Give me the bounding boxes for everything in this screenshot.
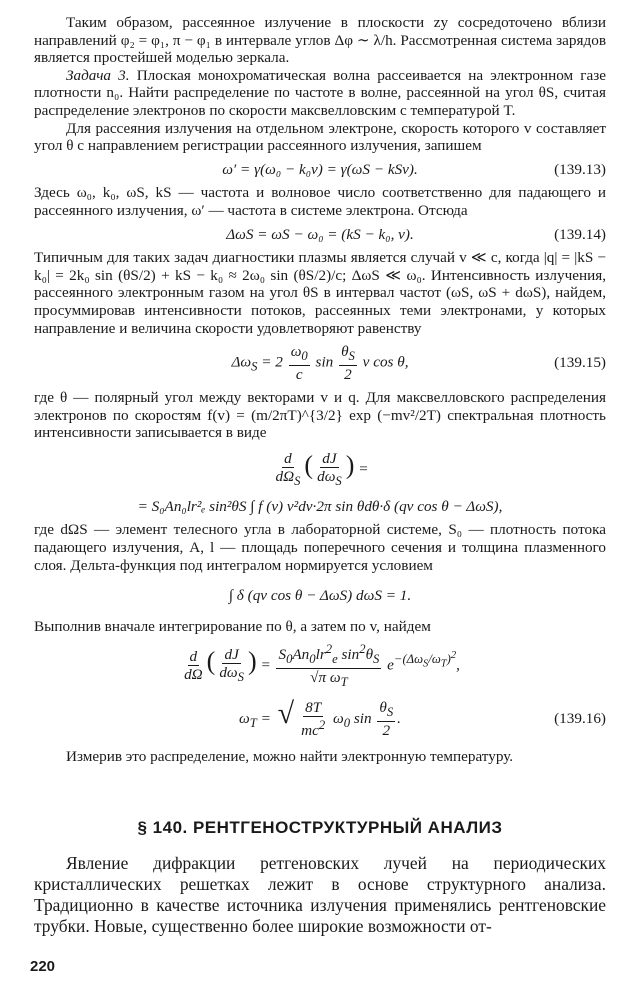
equation-body: $\Delta\omega_S = 2$ $\frac{\omega_0}{c}$ sin $\frac{\theta_S}{2}$ v cos θ, <box>231 343 409 384</box>
page-number: 220 <box>30 958 56 975</box>
equation-body: $\frac{d}{d\Omega}$ ( $\frac{dJ}{d\omega_S}$ ) = $\frac{S_0An_0lr^2_e \sin^2\theta_S}{√\pi \omega_T}$ $e^{-(\Delta\omega_S/\omega_T)^2}$, <box>184 641 460 689</box>
equation-number: (139.13) <box>554 160 606 178</box>
paragraph-8: Выполнив вначале интегрирование по θ, а затем по v, найдем <box>34 618 431 636</box>
equation-number: (139.15) <box>554 354 606 372</box>
paragraph-7: где dΩS — элемент телесного угла в лабораторной системе, S₀ — плотность потока падающего излучения, A, l — площадь поперечного сечения и толщина плазменного слоя. Дельта-функция под интегралом нормируется условием <box>34 521 606 574</box>
equation-result <box>34 642 606 690</box>
equation-number: (139.16) <box>554 710 606 728</box>
equation-139-14 <box>34 226 606 244</box>
equation-number: (139.14) <box>554 225 606 243</box>
equation-139-15 <box>34 343 606 383</box>
equation-139-13 <box>34 161 606 179</box>
section-text: Явление дифракции ретгеновских лучей на периодических кристаллических решетках лежит в основе структурного анализа. Традиционно в качестве источника излучения применялись рентгеновские трубки. Новые, существенно более широкие возможности от- <box>34 853 606 937</box>
equation-body: ω′ = γ(ω₀ − k₀v) = γ(ωS − kSv). <box>222 160 418 178</box>
equation-body: $\frac{d}{d\Omega_S}$ ( $\frac{dJ}{d\omega_S}$ ) = <box>275 449 369 488</box>
equation-body: = S₀An₀lr²ₑ sin²θS ∫ f (v) v²dv·2π sin θdθ·δ (qv cos θ − ΔωS), <box>137 497 503 515</box>
page-content <box>34 14 606 937</box>
equation-body: ∫ δ (qv cos θ − ΔωS) dωS = 1. <box>228 587 412 605</box>
equation-body: ΔωS = ωS − ω₀ = (kS − k₀, v). <box>226 225 414 243</box>
paragraph-3: Для рассеяния излучения на отдельном электроне, скорость которого v составляет угол θ с направлением регистрации рассеянного излучения, запишем <box>34 119 606 155</box>
paragraph-6: где θ — полярный угол между векторами v и q. Для максвелловского распределения электронов по скоростям f(v) = (m/2πT)^{3/2} exp (−mv²/2T) спектральная плотность интенсивности записывается в виде <box>34 389 606 442</box>
paragraph-9: Измерив это распределение, можно найти электронную температуру. <box>66 747 514 765</box>
task-label: Задача 3. <box>66 66 130 84</box>
paragraph-5: Типичным для таких задач диагностики плазмы является случай v ≪ c, когда |q| = |kS − k₀| = 2k₀ sin (θS/2) + kS − k₀ ≈ 2ω₀ sin (θS/2)/c; ΔωS ≪ ω₀. Интенсивность излучения, рассеянного электронным газом на угол θS в интервал частот (ωS, ωS + dωS), найдем, просуммировав интенсивности потоков, рассеянных теми электронами, у которых направление и величина скорости удовлетворяют равенству <box>34 249 606 337</box>
task-text: Плоская монохроматическая волна рассеивается на электронном газе плотности n₀. Найти распределение по частоте в волне, рассеянной на угол θS, считая распределение электронов по скорости максвелловским с температурой T. <box>34 66 606 119</box>
task-paragraph <box>34 67 606 120</box>
equation-spectral-lhs <box>34 448 606 492</box>
section-heading: § 140. РЕНТГЕНОСТРУКТУРНЫЙ АНАЛИЗ <box>137 818 503 838</box>
paragraph-1: Таким образом, рассеянное излучение в плоскости zy сосредоточено вблизи направлений φ₂ = φ₁, π − φ₁ в интервале углов Δφ ∼ λ/h. Рассмотренная система зарядов является простейшей моделью зеркала. <box>34 14 606 67</box>
paragraph-4: Здесь ω₀, k₀, ωS, kS — частота и волновое число соответственно для падающего и рассеянного излучения, ω′ — частота в системе электрона. Отсюда <box>34 184 606 219</box>
equation-139-16 <box>34 696 606 742</box>
equation-normalization <box>34 580 606 612</box>
equation-spectral-rhs <box>34 498 606 516</box>
equation-body: $\omega_T$ = √ $\frac{8T}{mc^2}$ $\omega_0$ sin $\frac{\theta_S}{2}$ . <box>239 696 401 740</box>
